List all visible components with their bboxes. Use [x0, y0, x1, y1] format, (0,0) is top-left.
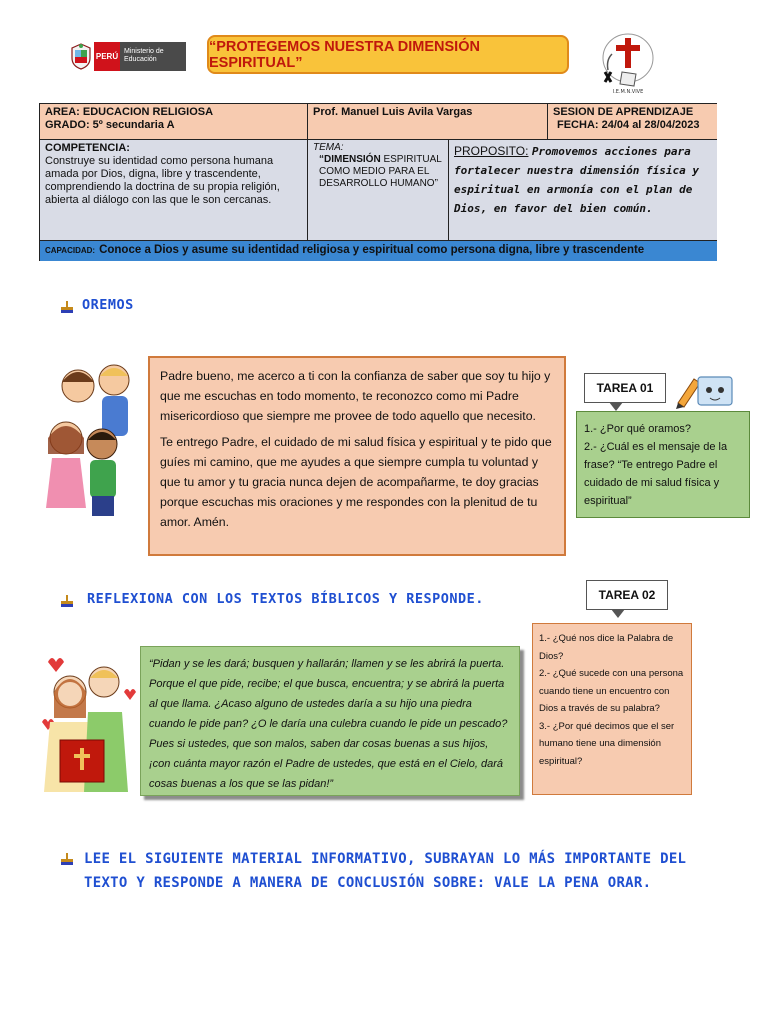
area-text: AREA: EDUCACION RELIGIOSA — [45, 106, 214, 118]
tarea-01-question-2: 2.- ¿Cuál es el mensaje de la frase? “Te entrego Padre el cuidado de mi salud física y espiritual” — [584, 441, 728, 507]
tarea-02-question-3: 3.- ¿Por qué decimos que el ser humano tiene una dimensión espiritual? — [539, 720, 675, 767]
competencia-cell — [40, 140, 308, 241]
title-banner — [207, 35, 569, 74]
tarea-02-tag — [586, 580, 668, 610]
proposito-label: PROPOSITO: — [454, 144, 529, 158]
lee-instruction: LEE EL SIGUIENTE MATERIAL INFORMATIVO, SUBRAYAN LO MÁS IMPORTANTE DEL TEXTO Y RESPONDE A MANERA DE CONCLUSIÓN SOBRE: VALE LA PENA ORAR. — [84, 851, 687, 891]
school-logo-icon — [598, 30, 658, 96]
peru-label: PERÚ — [94, 42, 120, 71]
tarea-01-tag — [584, 373, 666, 403]
session-date: FECHA: 24/04 al 28/04/2023 — [557, 119, 700, 131]
bible-quote-text: “Pidan y se les dará; busquen y hallarán; llamen y se les abrirá la puerta. Porque el que pide, recibe; el que busca, encuentra; y se abrirá la puerta al que llama. ¿Acaso alguno de ustedes daría a su hijo una piedra cuando le pide pan? ¿O le daría una culebra cuando le pide un pescado? Pues si ustedes, que son malos, saben dar cosas buenas a sus hijos, ¡con cuánta mayor razón el Padre de ustedes, que está en el Cielo, dará cosas buenas a los que se las pidan!” — [149, 658, 508, 790]
teacher-name: Prof. Manuel Luis Avila Vargas — [313, 106, 473, 118]
tarea-02-question-1: 1.- ¿Qué nos dice la Palabra de Dios? — [539, 633, 674, 662]
tema-text-bold: “DIMENSIÓN — [319, 154, 381, 165]
page-title: “PROTEGEMOS NUESTRA DIMENSIÓN ESPIRITUAL” — [209, 38, 480, 71]
praying-children-image — [40, 358, 140, 526]
bullet-icon — [61, 301, 73, 313]
tarea-01-question-1: 1.- ¿Por qué oramos? — [584, 423, 691, 435]
session-info-table — [39, 103, 717, 261]
capacidad-cell — [40, 241, 717, 261]
peru-seal-icon — [70, 42, 92, 70]
proposito-text: Promovemos acciones para fortalecer nuestra dimensión física y espiritual en armonía con el plan de Dios, en favor del bien común. — [454, 145, 700, 215]
prayer-paragraph-2: Te entrego Padre, el cuidado de mi salud física y espiritual y te pido que guíes mi camino, que me ayudes a que siempre cumpla tu voluntad y que tu amor y tu gracia nunca dejen de acompañarme, te doy gracias porque escuchas mis oraciones y me respondes con la plenitud de tu amor. Amén. — [160, 435, 552, 529]
capacidad-label: CAPACIDAD: — [45, 246, 96, 255]
session-cell — [548, 104, 717, 140]
tema-text: ESPIRITUAL COMO MEDIO PARA EL DESARROLLO HUMANO” — [319, 154, 442, 189]
tarea-02-label: TAREA 02 — [598, 588, 656, 602]
tarea-02-question-2: 2.- ¿Qué sucede con una persona cuando tiene un encuentro con Dios a través de su palabra? — [539, 668, 684, 714]
session-label: SESION DE APRENDIZAJE — [553, 106, 694, 118]
bullet-icon — [61, 595, 73, 607]
oremos-title: OREMOS — [82, 297, 134, 313]
bullet-icon — [61, 853, 73, 865]
school-logo-caption: I.E.M.N.VIVE — [612, 89, 644, 95]
capacidad-text: Conoce a Dios y asume su identidad religiosa y espiritual como persona digna, libre y trascendente — [99, 244, 645, 256]
competencia-text: Construye su identidad como persona humana amada por Dios, digna, libre y trascendente, comprendiendo la doctrina de su propia religión, abierta al diálogo con las que le son cercanas. — [45, 155, 280, 206]
ministry-label: Ministerio de Educación — [120, 42, 186, 71]
grado-text: GRADO: 5º secundaria A — [45, 119, 175, 131]
competencia-label: COMPETENCIA: — [45, 142, 130, 154]
prayer-box — [148, 356, 566, 556]
ministry-logo — [70, 40, 186, 73]
pencil-book-icon — [674, 373, 736, 409]
proposito-cell — [449, 140, 717, 241]
children-reading-bible-image — [40, 652, 138, 794]
tema-cell — [308, 140, 449, 241]
area-cell — [40, 104, 308, 140]
prayer-paragraph-1: Padre bueno, me acerco a ti con la confianza de saber que soy tu hijo y que me escuchas en todo momento, te reconozco como mi Padre misericordioso que siempre me provee de todo aquello que necesito. — [160, 369, 551, 423]
tarea-01-label: TAREA 01 — [596, 381, 654, 395]
tema-label: TEMA: — [313, 142, 344, 153]
bible-quote-box — [140, 646, 520, 796]
teacher-cell — [308, 104, 548, 140]
reflexiona-title: REFLEXIONA CON LOS TEXTOS BÍBLICOS Y RESPONDE. — [87, 591, 484, 607]
tarea-01-questions — [576, 411, 750, 518]
tarea-02-questions — [532, 623, 692, 795]
